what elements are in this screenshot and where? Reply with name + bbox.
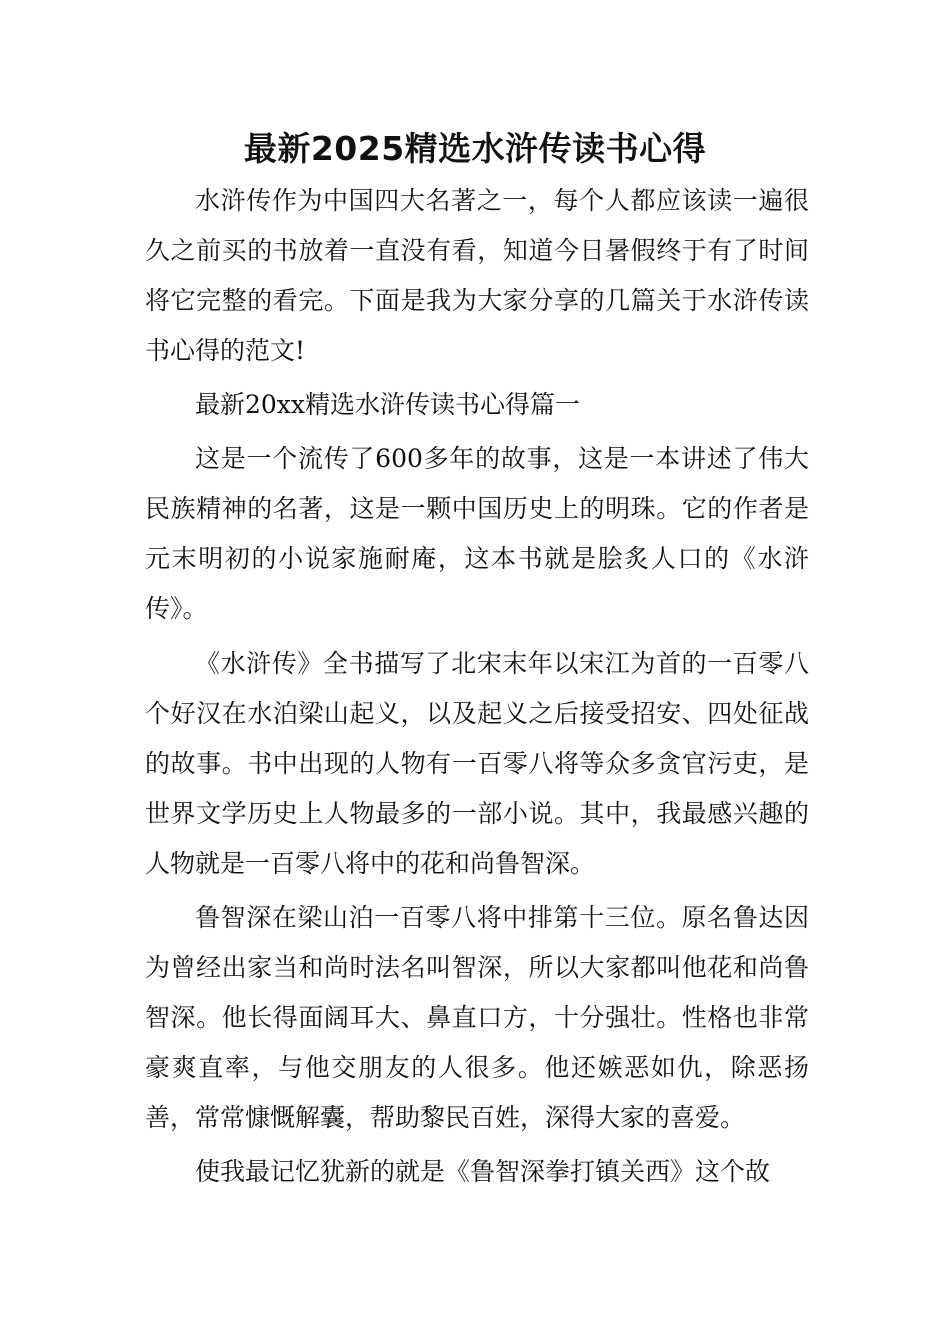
paragraph-4: 使我最记忆犹新的就是《鲁智深拳打镇关西》这个故 [195, 1157, 771, 1186]
paragraph-2: 《水浒传》全书描写了北宋末年以宋江为首的一百零八个好汉在水泊梁山起义，以及起义之后接受招安、四处征战的故事。书中出现的人物有一百零八将等众多贪官污吏，是世界文学历史上人物最多的一部小说。其中，我最感兴趣的人物就是一百零八将中的花和尚鲁智深。 [145, 649, 809, 878]
paragraph-intro: 水浒传作为中国四大名著之一，每个人都应该读一遍很久之前买的书放着一直没有看，知道今日暑假终于有了时间将它完整的看完。下面是我为大家分享的几篇关于水浒传读书心得的范文! [145, 186, 809, 365]
section-heading: 最新20xx精选水浒传读书心得篇一 [195, 390, 581, 419]
paragraph-3: 鲁智深在梁山泊一百零八将中排第十三位。原名鲁达因为曾经出家当和尚时法名叫智深，所以大家都叫他花和尚鲁智深。他长得面阔耳大、鼻直口方，十分强壮。性格也非常豪爽直率，与他交朋友的人很多。他还嫉恶如仇，除恶扬善，常常慷慨解囊，帮助黎民百姓，深得大家的喜爱。 [145, 903, 809, 1132]
paragraph-1: 这是一个流传了600多年的故事，这是一本讲述了伟大民族精神的名著，这是一颗中国历史上的明珠。它的作者是元末明初的小说家施耐庵，这本书就是脍炙人口的《水浒传》。 [145, 444, 809, 623]
document-body [145, 176, 809, 1197]
document-title: 最新2025精选水浒传读书心得 [243, 129, 707, 168]
